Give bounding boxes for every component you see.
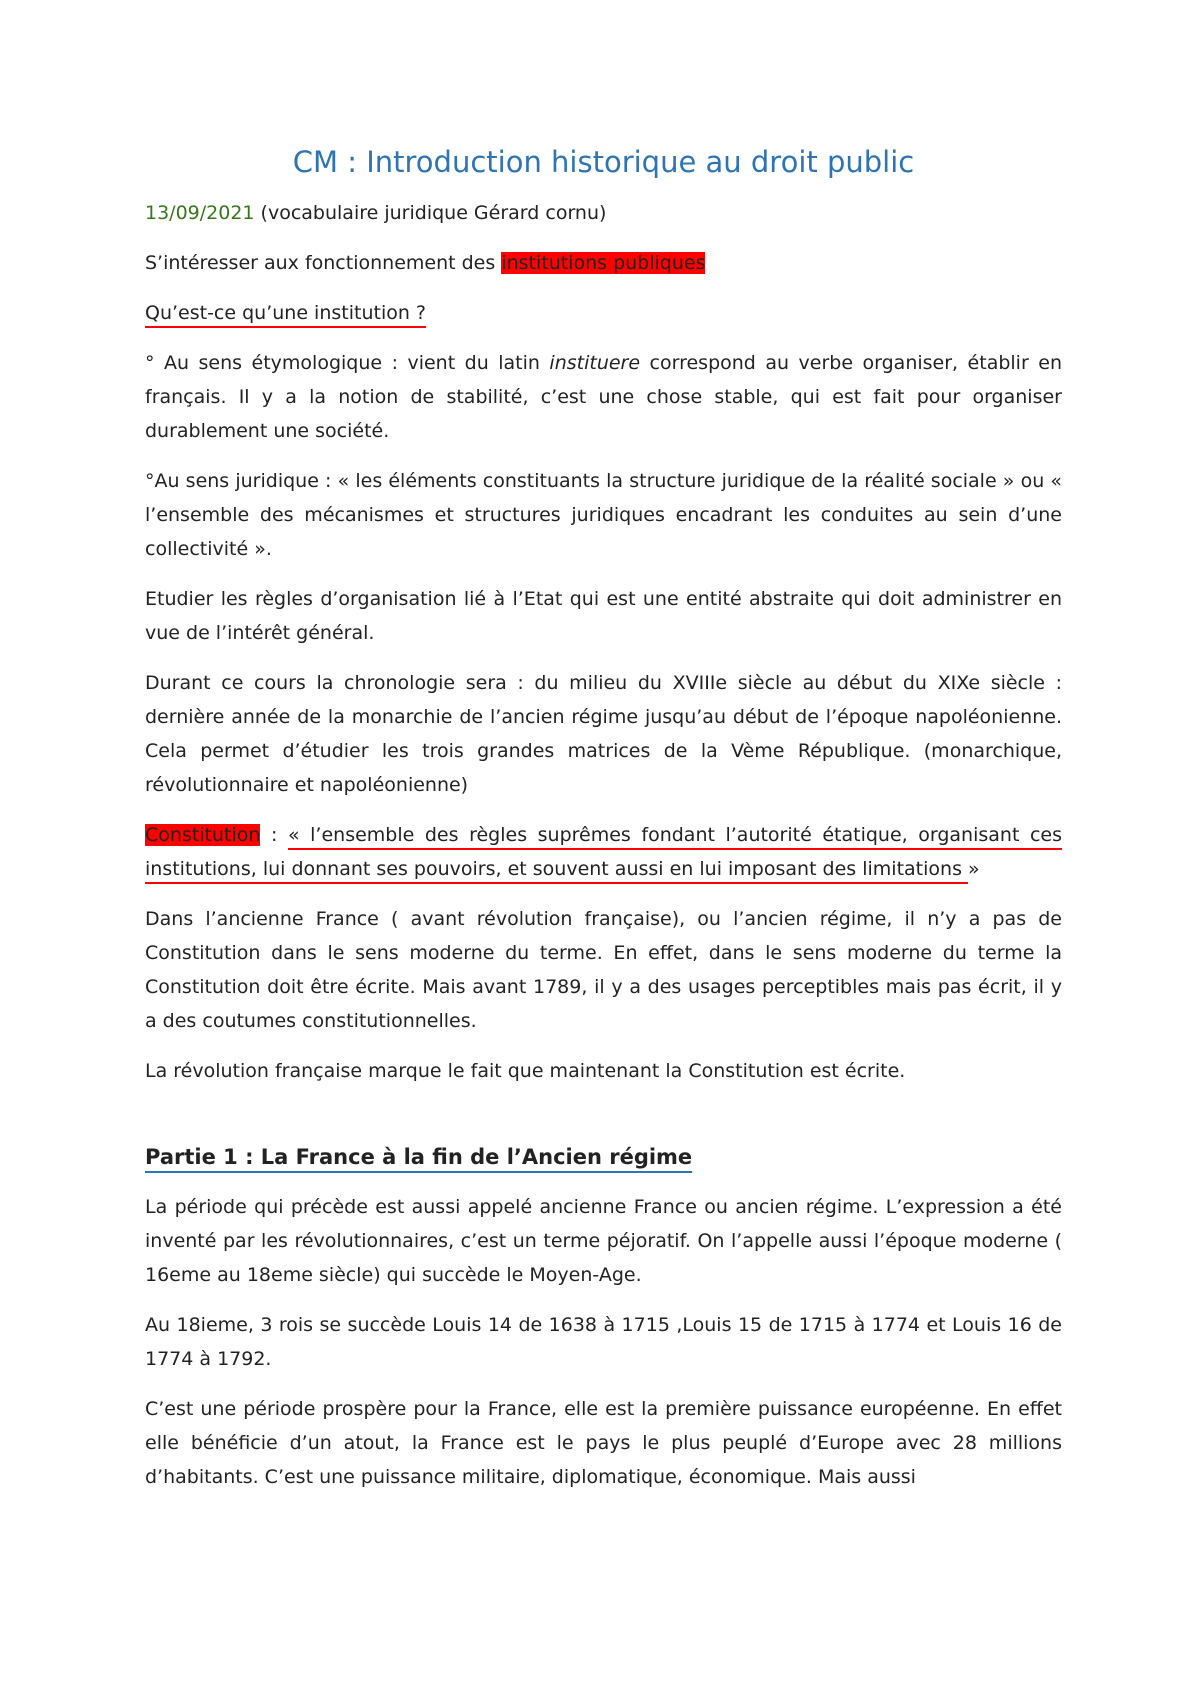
date-line (145, 196, 1062, 230)
chronology-paragraph: Durant ce cours la chronologie sera : du milieu du XVIIIe siècle au début du XIXe siècle : dernière année de la monarchie de l’ancien régime jusqu’au début de l’époque napoléonienne. Cela permet d’étudier les trois grandes matrices de la Vème République. (monarchique, révolutionnaire et napoléonienne) (145, 672, 1062, 796)
constitution-quote: « l’ensemble des règles suprêmes fondant l’autorité étatique, organisant ces institutions, lui donnant ses pouvoirs, et souvent aussi en lui imposant des limitations (145, 824, 1062, 880)
highlight-institutions-publiques: institutions publiques (501, 252, 706, 274)
lecture-date: 13/09/2021 (145, 202, 255, 224)
constitution-definition: Constitution : « l’ensemble des règles suprêmes fondant l’autorité étatique, organisant ces institutions, lui donnant ses pouvoirs, et souvent aussi en lui imposant des limitations » (145, 824, 1062, 880)
old-france-paragraph: Dans l’ancienne France ( avant révolution française), ou l’ancien régime, il n’y a pas de Constitution dans le sens moderne du terme. En effet, dans le sens moderne du terme la Constitution doit être écrite. Mais avant 1789, il y a des usages perceptibles mais pas écrit, il y a des coutumes constitutionnelles. (145, 908, 1062, 1032)
section-spacer (145, 1104, 1062, 1140)
revolution-paragraph: La révolution française marque le fait que maintenant la Constitution est écrite. (145, 1060, 906, 1082)
document-title: CM : Introduction historique au droit public (292, 145, 915, 179)
latin-term: instituere (549, 352, 641, 374)
intro-paragraph: S’intéresser aux fonctionnement des institutions publiques (145, 252, 706, 274)
study-paragraph: Etudier les règles d’organisation lié à l’Etat qui est une entité abstraite qui doit administrer en vue de l’intérêt général. (145, 588, 1062, 644)
document-body (145, 140, 1062, 1510)
part-1-paragraph-1: La période qui précède est aussi appelé ancienne France ou ancien régime. L’expression a été inventé par les révolutionnaires, c’est un terme péjoratif. On l’appelle aussi l’époque moderne ( 16eme au 18eme siècle) qui succède le Moyen-Age. (145, 1196, 1062, 1286)
question-text: Qu’est-ce qu’une institution ? (145, 302, 427, 324)
part-1-paragraph-2: Au 18ieme, 3 rois se succède Louis 14 de 1638 à 1715 ,Louis 15 de 1715 à 1774 et Louis 16 de 1774 à 1792. (145, 1314, 1062, 1370)
part-1-heading: Partie 1 : La France à la fin de l’Ancien régime (145, 1145, 693, 1169)
reference-note: (vocabulaire juridique Gérard cornu) (254, 202, 607, 224)
legal-sense-paragraph: °Au sens juridique : « les éléments constituants la structure juridique de la réalité sociale » ou « l’ensemble des mécanismes et structures juridiques encadrant les conduites au sein d’une collectivité ». (145, 470, 1062, 560)
question-heading (145, 296, 1062, 330)
etymological-paragraph: ° Au sens étymologique : vient du latin instituere correspond au verbe organiser, établir en français. Il y a la notion de stabilité, c’est une chose stable, qui est fait pour organiser durablement une société. (145, 352, 1062, 442)
part-1-paragraph-3: C’est une période prospère pour la France, elle est la première puissance européenne. En effet elle bénéficie d’un atout, la France est le pays le plus peuplé d’Europe avec 28 millions d’habitants. C’est une puissance militaire, diplomatique, économique. Mais aussi (145, 1398, 1062, 1488)
highlight-constitution: Constitution (145, 824, 261, 846)
